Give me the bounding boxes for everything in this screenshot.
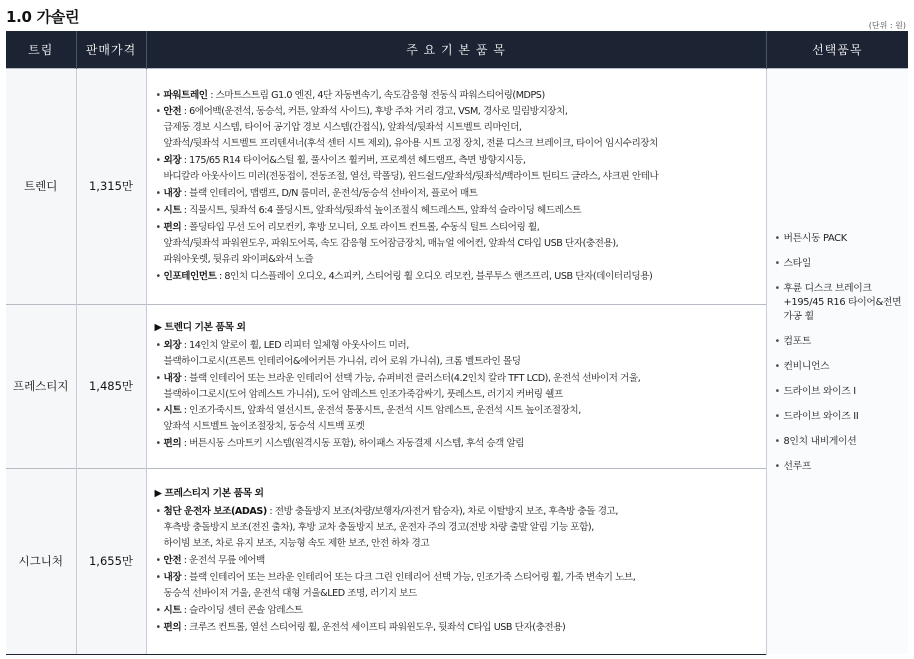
option-item: • 후륜 디스크 브레이크+195/45 R16 타이어&전면가공 휠 xyxy=(775,282,905,324)
feature-text: 175/65 R14 타이어&스틸 휠, 풀사이즈 휠커버, 프로젝션 헤드램프, 측면 방향지시등, xyxy=(189,155,526,167)
feature-text: 블랙 인테리어, 맵램프, D/N 룸미러, 운전석/동승석 선바이저, 플로어 매트 xyxy=(189,188,478,199)
feature-text: 급제동 경보 시스템, 타이어 공기압 경보 시스템(간접식), 앞좌석/뒷좌석 시트벨트 리마인더, xyxy=(163,122,522,134)
option-item: • 스타일 xyxy=(775,257,905,271)
feature-item: • 시트 : 인조가죽시트, 앞좌석 열선시트, 운전석 통풍시트, 운전석 시트 암레스트, 운전석 시트 높이조절장치, 앞좌석 시트벨트 높이조절장치, 동승석 시트백 포켓 xyxy=(155,403,760,435)
feature-text: 전방 충돌방지 보조(차량/보행자/자전거 탑승자), 차로 이탈방지 보조, 후측방 충돌 경고, xyxy=(274,506,618,518)
option-item: • 드라이브 와이즈 I xyxy=(775,385,905,399)
trim-price: 1,485만 xyxy=(76,304,146,468)
trim-price: 1,655만 xyxy=(76,468,146,654)
feature-text: 하이빔 보조, 차로 유지 보조, 지능형 속도 제한 보조, 안전 하차 경고 xyxy=(163,538,430,550)
header-options: 선택품목 xyxy=(766,31,908,68)
base-trim-note: ▶ 트렌디 기본 품목 외 xyxy=(154,321,246,333)
feature-list xyxy=(146,304,766,468)
option-list xyxy=(766,68,908,654)
option-item: • 컴포트 xyxy=(775,335,905,349)
feature-item: • 외장 : 14인치 알로이 휠, LED 리피터 일체형 아웃사이드 미러, 블랙하이그로시(프론트 인테리어&에어커튼 가니쉬, 리어 로워 가니쉬), 크롬 벨트라인 몰딩 xyxy=(155,338,760,370)
option-item: • 컨비니언스 xyxy=(775,360,905,374)
header-features: 주 요 기 본 품 목 xyxy=(146,31,766,68)
header-price: 판매가격 xyxy=(76,31,146,68)
feature-text: 버튼시동 스마트키 시스템(원격시동 포함), 하이패스 자동결제 시스템, 후석 승객 알림 xyxy=(189,438,525,450)
feature-text: 크루즈 컨트롤, 열선 스티어링 휠, 운전석 세이프티 파워윈도우, 뒷좌석 C타입 USB 단자(충전용) xyxy=(189,621,566,633)
feature-text: 블랙하이그로시(도어 암레스트 가니쉬), 도어 암레스트 인조가죽감싸기, 풋레스트, 러기지 커버링 쉘프 xyxy=(163,388,563,400)
table-header-row xyxy=(6,31,908,68)
unit-note: (단위 : 원) xyxy=(868,21,906,30)
feature-item: • 파워트레인 : 스마트스트림 G1.0 엔진, 4단 자동변속기, 속도감응형 전동식 파워스티어링(MDPS) xyxy=(155,88,760,104)
feature-item: • 안전 : 6에어백(운전석, 동승석, 커튼, 앞좌석 사이드), 후방 주차 거리 경고, VSM, 경사로 밀림방지장치, 급제동 경보 시스템, 타이어 공기압 경보 시스템(간접식), 앞좌석/뒷좌석 시트벨트 리마인더, 앞좌석/뒷좌석 시트벨트 프리텐셔너(후석 센터 시트 제외), 유아용 시트 고정 장치, 전륜 디스크 브레이크, 타이어 임시수리장치 xyxy=(155,104,760,152)
feature-item: • 편의 : 버튼시동 스마트키 시스템(원격시동 포함), 하이패스 자동결제 시스템, 후석 승객 알림 xyxy=(155,436,760,452)
feature-category: 편의 xyxy=(163,438,182,450)
feature-category: 내장 xyxy=(163,372,182,384)
feature-text: 8인치 디스플레이 오디오, 4스피커, 스티어링 휠 오디오 리모컨, 블루투스 핸즈프리, USB 단자(데이터리딩용) xyxy=(224,270,653,282)
option-item: • 버튼시동 PACK xyxy=(775,232,905,246)
feature-item: • 내장 : 블랙 인테리어 또는 브라운 인테리어 선택 가능, 슈퍼비전 클러스터(4.2인치 칼라 TFT LCD), 운전석 선바이저 거울, 블랙하이그로시(도어 암레스트 가니쉬), 도어 암레스트 인조가죽감싸기, 풋레스트, 러기지 커버링 쉘프 xyxy=(155,371,760,403)
header-trim: 트림 xyxy=(6,31,76,68)
option-item: • 8인치 내비게이션 xyxy=(775,435,905,449)
feature-text: 앞좌석 시트벨트 높이조절장치, 동승석 시트백 포켓 xyxy=(163,421,365,433)
option-item: • 선루프 xyxy=(775,460,905,474)
feature-text: 직물시트, 뒷좌석 6:4 폴딩시트, 앞좌석/뒷좌석 높이조절식 헤드레스트, 앞좌석 슬라이딩 헤드레스트 xyxy=(189,204,582,216)
feature-category: 시트 xyxy=(163,604,182,616)
feature-text: 운전석 무릎 에어백 xyxy=(189,555,265,567)
feature-text: 앞좌석/뒷좌석 파워윈도우, 파워도어록, 속도 감응형 도어잠금장치, 매뉴얼 에어컨, 앞좌석 C타입 USB 단자(충전용), xyxy=(163,237,619,249)
feature-item: • 시트 : 직물시트, 뒷좌석 6:4 폴딩시트, 앞좌석/뒷좌석 높이조절식 헤드레스트, 앞좌석 슬라이딩 헤드레스트 xyxy=(155,203,760,219)
feature-item: • 편의 : 폴딩타입 무선 도어 리모컨키, 후방 모니터, 오토 라이트 컨트롤, 수동식 틸트 스티어링 휠, 앞좌석/뒷좌석 파워윈도우, 파워도어록, 속도 감응형 도어잠금장치, 매뉴얼 에어컨, 앞좌석 C타입 USB 단자(충전용), 파워아웃렛, 뒷유리 와이퍼&와셔 노즐 xyxy=(155,220,760,268)
trim-name: 프레스티지 xyxy=(6,304,76,468)
table-row xyxy=(6,68,908,304)
trim-name: 트렌디 xyxy=(6,68,76,304)
trim-name: 시그니처 xyxy=(6,468,76,654)
feature-category: 외장 xyxy=(163,339,182,351)
feature-category: 편의 xyxy=(163,221,182,233)
feature-item: • 내장 : 블랙 인테리어, 맵램프, D/N 룸미러, 운전석/동승석 선바이저, 플로어 매트 xyxy=(155,186,760,202)
feature-category: 첨단 운전자 보조(ADAS) xyxy=(163,506,267,518)
feature-category: 외장 xyxy=(163,155,182,167)
feature-item: • 내장 : 블랙 인테리어 또는 브라운 인테리어 또는 다크 그린 인테리어 선택 가능, 인조가죽 스티어링 휠, 가죽 변속기 노브, 동승석 선바이저 거울, 운전석 대형 거울&LED 조명, 러기지 보드 xyxy=(155,570,760,602)
trim-price-table xyxy=(6,31,908,655)
feature-text: 인조가죽시트, 앞좌석 열선시트, 운전석 통풍시트, 운전석 시트 암레스트, 운전석 시트 높이조절장치, xyxy=(189,405,581,417)
feature-text: 파워아웃렛, 뒷유리 와이퍼&와셔 노즐 xyxy=(163,253,314,265)
trim-price: 1,315만 xyxy=(76,68,146,304)
base-trim-note: ▶ 프레스티지 기본 품목 외 xyxy=(154,488,264,500)
feature-category: 파워트레인 xyxy=(163,89,208,101)
feature-category: 인포테인먼트 xyxy=(163,270,217,282)
feature-category: 내장 xyxy=(163,571,182,583)
feature-item: • 인포테인먼트 : 8인치 디스플레이 오디오, 4스피커, 스티어링 휠 오디오 리모컨, 블루투스 핸즈프리, USB 단자(데이터리딩용) xyxy=(155,269,760,285)
feature-list xyxy=(146,468,766,654)
feature-item: • 첨단 운전자 보조(ADAS) : 전방 충돌방지 보조(차량/보행자/자전거 탑승자), 차로 이탈방지 보조, 후측방 충돌 경고, 후측방 충돌방지 보조(전진 출차), 후방 교차 충돌방지 보조, 운전자 주의 경고(전방 차량 출발 알림 기능 포함), 하이빔 보조, 차로 유지 보조, 지능형 속도 제한 보조, 안전 하차 경고 xyxy=(155,504,760,552)
feature-text: 폴딩타입 무선 도어 리모컨키, 후방 모니터, 오토 라이트 컨트롤, 수동식 틸트 스티어링 휠, xyxy=(189,221,540,233)
feature-item: • 시트 : 슬라이딩 센터 콘솔 암레스트 xyxy=(155,603,760,619)
feature-text: 슬라이딩 센터 콘솔 암레스트 xyxy=(189,604,303,616)
feature-item: • 편의 : 크루즈 컨트롤, 열선 스티어링 휠, 운전석 세이프티 파워윈도우, 뒷좌석 C타입 USB 단자(충전용) xyxy=(155,620,760,636)
feature-text: 후측방 충돌방지 보조(전진 출차), 후방 교차 충돌방지 보조, 운전자 주의 경고(전방 차량 출발 알림 기능 포함), xyxy=(163,522,594,534)
feature-category: 안전 xyxy=(163,106,182,118)
page-title: 1.0 가솔린 xyxy=(6,8,80,26)
feature-list xyxy=(146,68,766,304)
feature-category: 시트 xyxy=(163,405,182,417)
feature-text: 블랙 인테리어 또는 브라운 인테리어 선택 가능, 슈퍼비전 클러스터(4.2인치 칼라 TFT LCD), 운전석 선바이저 거울, xyxy=(189,372,641,384)
feature-text: 앞좌석/뒷좌석 시트벨트 프리텐셔너(후석 센터 시트 제외), 유아용 시트 고정 장치, 전륜 디스크 브레이크, 타이어 임시수리장치 xyxy=(163,138,658,150)
feature-text: 14인치 알로이 휠, LED 리피터 일체형 아웃사이드 미러, xyxy=(189,339,409,351)
feature-text: 바디칼라 아웃사이드 미러(전동접이, 전동조절, 열선, 락폴딩), 윈드쉴드/앞좌석/뒷좌석/백라이트 틴티드 글라스, 샤크핀 안테나 xyxy=(163,171,659,183)
feature-text: 동승석 선바이저 거울, 운전석 대형 거울&LED 조명, 러기지 보드 xyxy=(163,587,417,599)
feature-text: 스마트스트림 G1.0 엔진, 4단 자동변속기, 속도감응형 전동식 파워스티어링(MDPS) xyxy=(215,89,545,101)
feature-text: 블랙하이그로시(프론트 인테리어&에어커튼 가니쉬, 리어 로워 가니쉬), 크롬 벨트라인 몰딩 xyxy=(163,355,521,367)
feature-item: • 안전 : 운전석 무릎 에어백 xyxy=(155,553,760,569)
feature-category: 내장 xyxy=(163,188,182,199)
feature-item: • 외장 : 175/65 R14 타이어&스틸 휠, 풀사이즈 휠커버, 프로젝션 헤드램프, 측면 방향지시등, 바디칼라 아웃사이드 미러(전동접이, 전동조절, 열선, 락폴딩), 윈드쉴드/앞좌석/뒷좌석/백라이트 틴티드 글라스, 샤크핀 안테나 xyxy=(155,153,760,185)
option-item: • 드라이브 와이즈 II xyxy=(775,410,905,424)
feature-category: 시트 xyxy=(163,204,182,216)
feature-category: 안전 xyxy=(163,555,182,567)
feature-category: 편의 xyxy=(163,621,182,633)
feature-text: 6에어백(운전석, 동승석, 커튼, 앞좌석 사이드), 후방 주차 거리 경고, VSM, 경사로 밀림방지장치, xyxy=(189,106,568,118)
feature-text: 블랙 인테리어 또는 브라운 인테리어 또는 다크 그린 인테리어 선택 가능, 인조가죽 스티어링 휠, 가죽 변속기 노브, xyxy=(189,571,636,583)
